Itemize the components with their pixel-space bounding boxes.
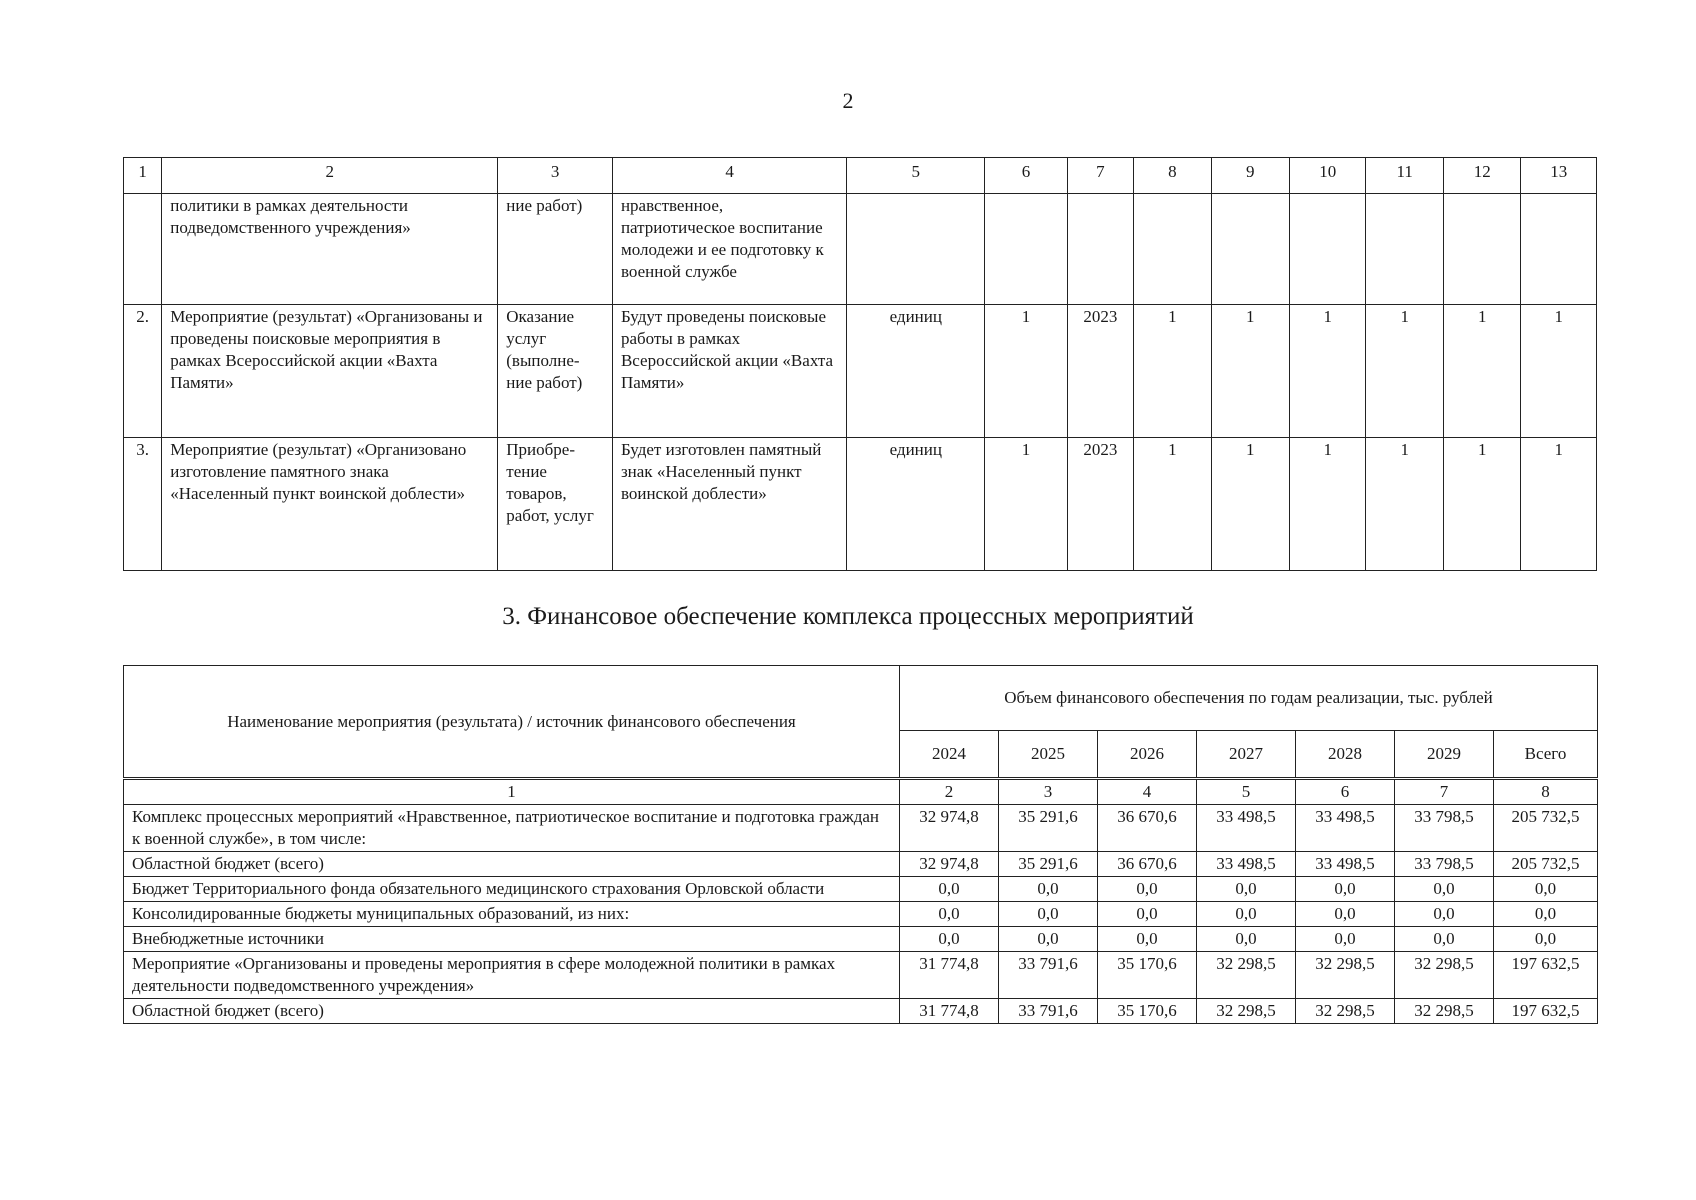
amount-2029: 33 798,5 xyxy=(1395,852,1494,877)
value-2025 xyxy=(1211,194,1289,305)
value-2026: 1 xyxy=(1290,305,1366,438)
amount-2028: 0,0 xyxy=(1296,902,1395,927)
event-name: политики в рамках деятельности подведомственного учреждения» xyxy=(162,194,498,305)
unit: единиц xyxy=(847,438,985,571)
base-year xyxy=(1067,194,1133,305)
amount-2024: 31 774,8 xyxy=(900,952,999,999)
amount-2029: 0,0 xyxy=(1395,927,1494,952)
column-number: 1 xyxy=(124,779,900,805)
amount-2028: 33 498,5 xyxy=(1296,852,1395,877)
amount-2024: 32 974,8 xyxy=(900,852,999,877)
amount-2027: 32 298,5 xyxy=(1197,952,1296,999)
value-2024 xyxy=(1134,194,1211,305)
column-number: 12 xyxy=(1443,158,1520,194)
year-header: 2028 xyxy=(1296,731,1395,779)
column-number: 8 xyxy=(1134,158,1211,194)
total-header: Всего xyxy=(1494,731,1598,779)
amount-2025: 35 291,6 xyxy=(999,852,1098,877)
column-number: 5 xyxy=(847,158,985,194)
amount-2027: 33 498,5 xyxy=(1197,852,1296,877)
amount-total: 205 732,5 xyxy=(1494,852,1598,877)
event-type: Приобре-тение товаров, работ, услуг xyxy=(498,438,613,571)
amount-2026: 36 670,6 xyxy=(1098,852,1197,877)
value-2026: 1 xyxy=(1290,438,1366,571)
year-header: 2027 xyxy=(1197,731,1296,779)
column-number: 7 xyxy=(1395,779,1494,805)
event-description: нравственное, патриотическое воспитание молодежи и ее подготовку к военной службе xyxy=(612,194,846,305)
section-title: 3. Финансовое обеспечение комплекса процессных мероприятий xyxy=(502,603,1194,630)
base-value xyxy=(985,194,1068,305)
event-name: Мероприятие (результат) «Организовано изготовление памятного знака «Населенный пункт воинской доблести» xyxy=(162,438,498,571)
row-number xyxy=(124,194,162,305)
amount-2029: 32 298,5 xyxy=(1395,952,1494,999)
column-number: 2 xyxy=(162,158,498,194)
column-number: 10 xyxy=(1290,158,1366,194)
amount-2025: 33 791,6 xyxy=(999,999,1098,1024)
event-type: ние работ) xyxy=(498,194,613,305)
amount-total: 205 732,5 xyxy=(1494,805,1598,852)
amount-2028: 32 298,5 xyxy=(1296,952,1395,999)
value-2027: 1 xyxy=(1366,438,1443,571)
funding-source: Областной бюджет (всего) xyxy=(124,999,900,1024)
column-number: 7 xyxy=(1067,158,1133,194)
funding-source: Областной бюджет (всего) xyxy=(124,852,900,877)
funding-source: Внебюджетные источники xyxy=(124,927,900,952)
column-number: 1 xyxy=(124,158,162,194)
table-row xyxy=(124,999,1598,1024)
value-2029 xyxy=(1521,194,1597,305)
value-2027 xyxy=(1366,194,1443,305)
funding-source: Консолидированные бюджеты муниципальных образований, из них: xyxy=(124,902,900,927)
amount-2028: 33 498,5 xyxy=(1296,805,1395,852)
value-2028 xyxy=(1443,194,1520,305)
value-2029: 1 xyxy=(1521,305,1597,438)
amount-2026: 36 670,6 xyxy=(1098,805,1197,852)
year-header: 2026 xyxy=(1098,731,1197,779)
table-row xyxy=(124,305,1597,438)
event-description: Будут проведены поисковые работы в рамках Всероссийской акции «Вахта Памяти» xyxy=(612,305,846,438)
amount-total: 197 632,5 xyxy=(1494,952,1598,999)
page-number: 2 xyxy=(842,88,854,113)
amount-2029: 33 798,5 xyxy=(1395,805,1494,852)
amount-2027: 0,0 xyxy=(1197,877,1296,902)
amount-2029: 0,0 xyxy=(1395,902,1494,927)
funding-source: Комплекс процессных мероприятий «Нравственное, патриотическое воспитание и подготовка граждан к военной службе», в том числе: xyxy=(124,805,900,852)
row-number: 2. xyxy=(124,305,162,438)
event-description: Будет изготовлен памятный знак «Населенный пункт воинской доблести» xyxy=(612,438,846,571)
amount-2029: 0,0 xyxy=(1395,877,1494,902)
value-2027: 1 xyxy=(1366,305,1443,438)
amount-2026: 0,0 xyxy=(1098,902,1197,927)
unit xyxy=(847,194,985,305)
amount-2026: 35 170,6 xyxy=(1098,999,1197,1024)
column-number: 4 xyxy=(1098,779,1197,805)
base-value: 1 xyxy=(985,438,1068,571)
amount-2025: 35 291,6 xyxy=(999,805,1098,852)
column-number: 6 xyxy=(985,158,1068,194)
table-row xyxy=(124,194,1597,305)
funding-source: Мероприятие «Организованы и проведены мероприятия в сфере молодежной политики в рамках деятельности подведомственного учреждения» xyxy=(124,952,900,999)
year-header: 2029 xyxy=(1395,731,1494,779)
event-name: Мероприятие (результат) «Организованы и проведены поисковые мероприятия в рамках Всероссийской акции «Вахта Памяти» xyxy=(162,305,498,438)
unit: единиц xyxy=(847,305,985,438)
table-header-row xyxy=(124,666,1598,731)
amount-2027: 32 298,5 xyxy=(1197,999,1296,1024)
amount-2029: 32 298,5 xyxy=(1395,999,1494,1024)
amount-2024: 0,0 xyxy=(900,927,999,952)
column-number: 2 xyxy=(900,779,999,805)
amount-2024: 0,0 xyxy=(900,877,999,902)
value-2025: 1 xyxy=(1211,438,1289,571)
amount-total: 0,0 xyxy=(1494,927,1598,952)
table-row xyxy=(124,902,1598,927)
header-event-name: Наименование мероприятия (результата) / источник финансового обеспечения xyxy=(124,666,900,779)
column-number: 11 xyxy=(1366,158,1443,194)
amount-2028: 32 298,5 xyxy=(1296,999,1395,1024)
column-number: 9 xyxy=(1211,158,1289,194)
amount-2028: 0,0 xyxy=(1296,877,1395,902)
base-year: 2023 xyxy=(1067,305,1133,438)
value-2026 xyxy=(1290,194,1366,305)
value-2028: 1 xyxy=(1443,438,1520,571)
amount-2024: 0,0 xyxy=(900,902,999,927)
amount-2025: 0,0 xyxy=(999,902,1098,927)
results-table xyxy=(123,157,1597,571)
column-number: 8 xyxy=(1494,779,1598,805)
financing-table xyxy=(123,665,1598,1024)
column-number: 4 xyxy=(612,158,846,194)
amount-2027: 33 498,5 xyxy=(1197,805,1296,852)
amount-2027: 0,0 xyxy=(1197,927,1296,952)
table-row xyxy=(124,852,1598,877)
amount-2025: 0,0 xyxy=(999,877,1098,902)
amount-2028: 0,0 xyxy=(1296,927,1395,952)
column-number: 6 xyxy=(1296,779,1395,805)
column-index-row xyxy=(124,779,1598,805)
amount-2026: 0,0 xyxy=(1098,877,1197,902)
amount-2024: 32 974,8 xyxy=(900,805,999,852)
table-header-row xyxy=(124,158,1597,194)
column-number: 3 xyxy=(498,158,613,194)
amount-2026: 0,0 xyxy=(1098,927,1197,952)
value-2029: 1 xyxy=(1521,438,1597,571)
value-2024: 1 xyxy=(1134,305,1211,438)
column-number: 5 xyxy=(1197,779,1296,805)
amount-total: 0,0 xyxy=(1494,902,1598,927)
column-number: 3 xyxy=(999,779,1098,805)
table-row xyxy=(124,877,1598,902)
base-year: 2023 xyxy=(1067,438,1133,571)
funding-source: Бюджет Территориального фонда обязательного медицинского страхования Орловской области xyxy=(124,877,900,902)
table-row xyxy=(124,927,1598,952)
year-header: 2024 xyxy=(900,731,999,779)
table-row xyxy=(124,805,1598,852)
value-2025: 1 xyxy=(1211,305,1289,438)
base-value: 1 xyxy=(985,305,1068,438)
amount-2024: 31 774,8 xyxy=(900,999,999,1024)
amount-total: 0,0 xyxy=(1494,877,1598,902)
value-2024: 1 xyxy=(1134,438,1211,571)
row-number: 3. xyxy=(124,438,162,571)
amount-2025: 0,0 xyxy=(999,927,1098,952)
column-number: 13 xyxy=(1521,158,1597,194)
value-2028: 1 xyxy=(1443,305,1520,438)
table-row xyxy=(124,438,1597,571)
header-financing-volume: Объем финансового обеспечения по годам реализации, тыс. рублей xyxy=(900,666,1598,731)
amount-2026: 35 170,6 xyxy=(1098,952,1197,999)
table-row xyxy=(124,952,1598,999)
amount-total: 197 632,5 xyxy=(1494,999,1598,1024)
year-header: 2025 xyxy=(999,731,1098,779)
amount-2027: 0,0 xyxy=(1197,902,1296,927)
amount-2025: 33 791,6 xyxy=(999,952,1098,999)
event-type: Оказание услуг (выполне-ние работ) xyxy=(498,305,613,438)
